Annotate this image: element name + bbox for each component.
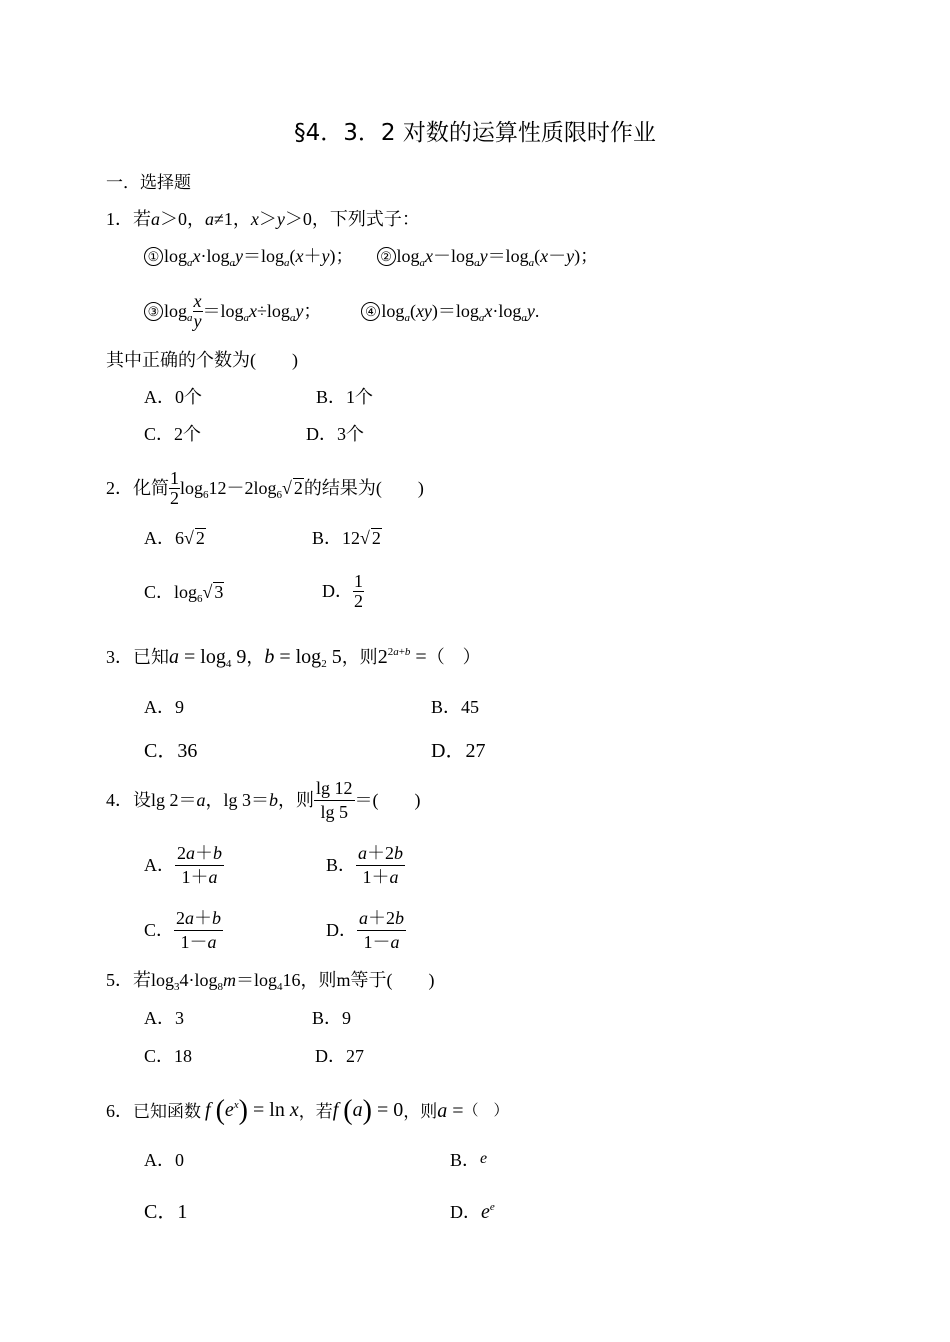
- question-6-then: ，则: [403, 1101, 438, 1121]
- section-heading: 一．选择题: [106, 173, 191, 193]
- question-6-option-b[interactable]: B．e: [450, 1150, 488, 1170]
- option-letter: B．: [326, 855, 357, 875]
- option-letter: A．: [144, 855, 175, 875]
- statement-4-marker: ④: [361, 302, 380, 321]
- question-1-option-a[interactable]: A．0个: [144, 387, 202, 407]
- question-4-prompt: ＝( ): [354, 790, 421, 810]
- option-letter: B．: [312, 528, 343, 548]
- question-1-stem: [106, 210, 420, 228]
- question-1-number: 1．: [106, 209, 133, 229]
- option-letter: D．: [322, 581, 353, 601]
- question-2-option-c[interactable]: C．$\log_6√$ 3: [144, 582, 224, 605]
- page-title: §4．3．2 对数的运算性质限时作业: [294, 120, 656, 146]
- question-2-lead: 化简: [133, 478, 169, 498]
- question-3-option-a[interactable]: A．9: [144, 697, 184, 717]
- question-3-option-b[interactable]: B．45: [431, 697, 480, 717]
- option-letter: A．: [144, 528, 175, 548]
- question-4-mid: ，则: [278, 790, 315, 810]
- question-1-condition: a＞0，a≠1，x＞y＞0，下列式子：: [151, 209, 420, 229]
- question-6-stem: 6． 已知函数 f $(e^x) = \ln x$ ，若 f (a) = 0 ，则 a = （ ）: [106, 1095, 509, 1126]
- statement-1-marker: ①: [144, 247, 163, 266]
- question-5-option-d[interactable]: D．27: [315, 1046, 364, 1066]
- question-4-stem: 4． 设 lg 2＝a，lg 3＝b ，则 $\frac{\lg 12}{\lg 5}$ ＝( ): [106, 777, 421, 822]
- option-letter: D．: [450, 1202, 481, 1222]
- option-letter: D．: [326, 920, 357, 940]
- question-1-prompt: 其中正确的个数为( ): [106, 350, 298, 370]
- question-4-option-c[interactable]: C． $\frac{2a+b}{1-a}$: [144, 907, 222, 952]
- question-1-lead: 若: [133, 209, 151, 229]
- question-2-option-b[interactable]: B．12√ 2: [312, 528, 381, 548]
- question-3-stem: 3．已知$a = \log_4 9$，$b = \log_2 5$，则$2^{2a+b}$ =（ ）: [106, 646, 481, 670]
- question-4-option-d[interactable]: D． $\frac{a+2b}{1-a}$: [326, 907, 404, 952]
- question-1-formulas-row1: ① $\log_ax\cdot\log_ay=\log_a(x+y)$； ② $\log_ax-\log_ay=\log_a(x-y)$；: [144, 247, 598, 266]
- question-1-formulas-row2: ③ $\log_a$ $\frac{x}{y}$ $=\log_ax\div\log_ay$； ④ $\log_a(xy)=\log_ax\cdot\log_ay$.: [144, 288, 539, 334]
- question-1-option-b[interactable]: B．1个: [316, 387, 374, 407]
- question-3-lead: 已知: [133, 647, 169, 667]
- option-letter: C．: [144, 582, 175, 602]
- option-letter: C．: [144, 920, 175, 940]
- question-5-prompt: ，则m等于( ): [300, 970, 435, 990]
- question-4-number: 4．: [106, 790, 133, 810]
- question-6-lead: 已知函数: [133, 1101, 201, 1121]
- question-5-stem: 5．若$\log_34\cdot\log_8m=\log_416$，则m等于( ): [106, 970, 435, 993]
- question-4-lead: 设: [133, 790, 151, 810]
- question-6-option-d[interactable]: D．$e^e$: [450, 1201, 495, 1223]
- question-3-option-d[interactable]: D．27: [431, 740, 486, 762]
- question-5-option-c[interactable]: C．18: [144, 1046, 193, 1066]
- question-2-option-d[interactable]: D． $\frac{1}{2}$: [322, 570, 363, 611]
- question-6-number: 6．: [106, 1101, 133, 1121]
- question-3-prompt: （ ）: [426, 647, 481, 667]
- question-5-lead: 若: [133, 970, 151, 990]
- statement-2-marker: ②: [377, 247, 396, 266]
- question-6-mid: ，若: [298, 1101, 333, 1121]
- question-3-option-c[interactable]: C．36: [144, 740, 198, 762]
- question-5-option-b[interactable]: B．9: [312, 1008, 352, 1028]
- question-2-number: 2．: [106, 478, 133, 498]
- question-6-option-a[interactable]: A．0: [144, 1150, 184, 1170]
- question-2-option-a[interactable]: A．6√ 2: [144, 528, 205, 548]
- question-4-option-b[interactable]: B． $\frac{a+2b}{1+a}$: [326, 842, 404, 887]
- question-4-option-a[interactable]: A． $\frac{2a+b}{1+a}$: [144, 842, 222, 887]
- question-5-number: 5．: [106, 970, 133, 990]
- statement-3-marker: ③: [144, 302, 163, 321]
- question-3-number: 3．: [106, 647, 133, 667]
- question-2-stem: 2． 化简 $\frac{1}{2}$ $\log_612-2\log_6$ √ 2 的结果为( ): [106, 467, 424, 508]
- option-letter: B．: [450, 1150, 481, 1170]
- question-2-prompt: 的结果为( ): [303, 478, 424, 498]
- question-1-option-c[interactable]: C．2个: [144, 424, 202, 444]
- question-5-option-a[interactable]: A．3: [144, 1008, 184, 1028]
- question-6-option-c[interactable]: C．1: [144, 1201, 188, 1223]
- question-3-mid: ，则: [341, 647, 378, 667]
- question-6-prompt: （ ）: [463, 1102, 509, 1119]
- question-1-option-d[interactable]: D．3个: [306, 424, 364, 444]
